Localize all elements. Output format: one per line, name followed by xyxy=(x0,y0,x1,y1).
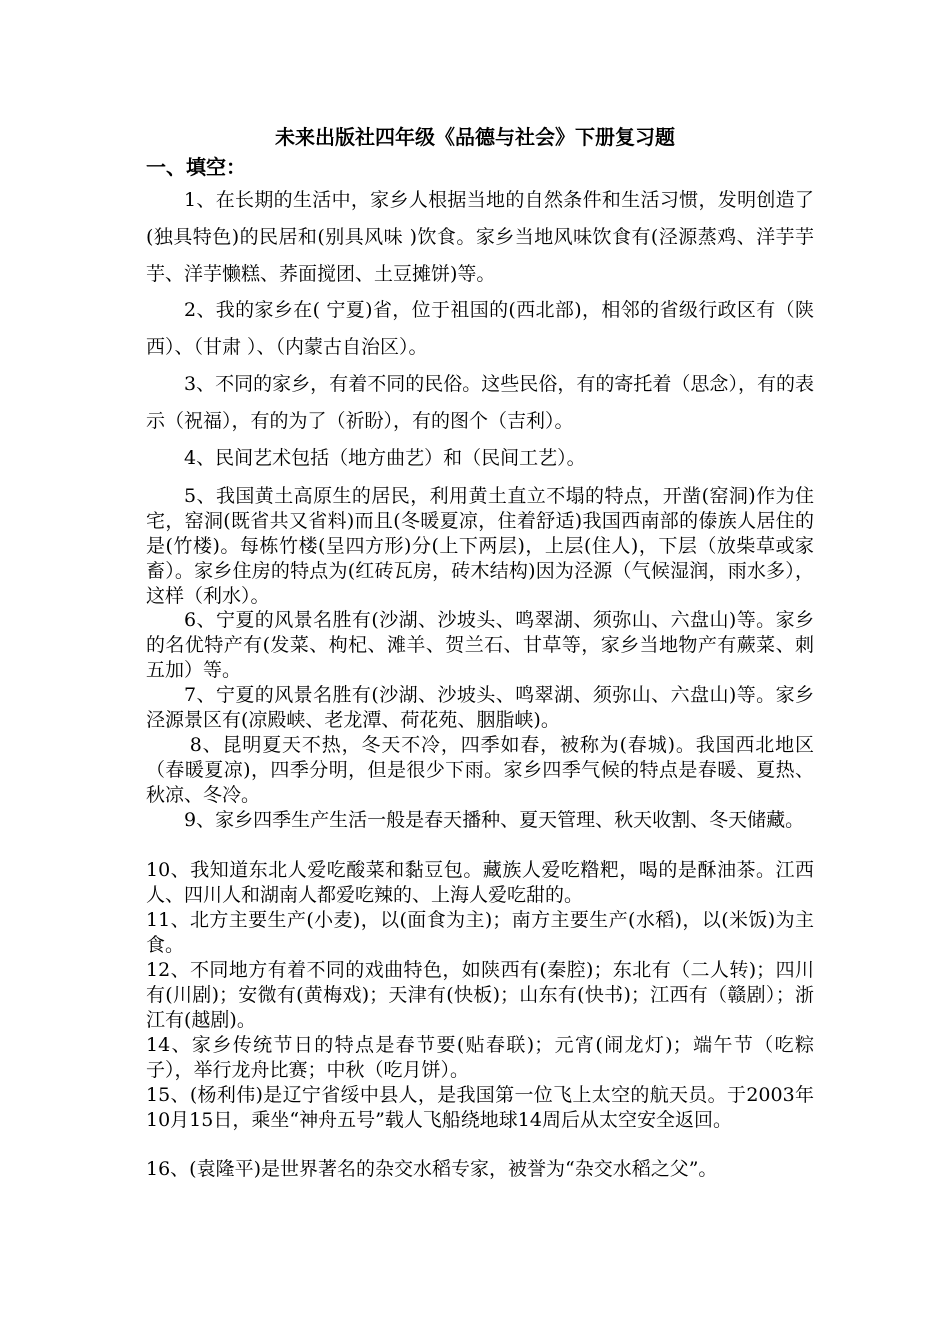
question-text: 3、不同的家乡，有着不同的民俗。这些民俗，有的寄托着（思念），有的表示（祝福），有的为了（祈盼），有的图个（吉利）。 xyxy=(146,373,814,432)
question-9 xyxy=(146,808,814,833)
question-8 xyxy=(146,733,814,808)
question-text: 5、我国黄土高原生的居民，利用黄土直立不塌的特点，开凿(窑洞)作为住宅，窑洞(既省共又省料)而且(冬暖夏凉，住着舒适)我国西南部的傣族人居住的是(竹楼)。每栋竹楼(呈四方形)分(上下两层)，上层(住人)，下层（放柴草或家畜）。家乡住房的特点为(红砖瓦房，砖木结构)因为泾源（气候湿润，雨水多），这样（利水）。 xyxy=(146,485,814,607)
question-5 xyxy=(146,484,814,609)
section-heading: 一、填空： xyxy=(146,155,246,179)
question-1 xyxy=(146,182,814,293)
question-text: 8、昆明夏天不热，冬天不冷，四季如春，被称为(春城)。我国西北地区（春暖夏凉)，四季分明，但是很少下雨。家乡四季气候的特点是春暖、夏热、秋凉、冬冷。 xyxy=(146,734,814,806)
question-text: 14、家乡传统节日的特点是春节要(贴春联)；元宵(闹龙灯)；端午节（吃粽子），举行龙舟比赛；中秋（吃月饼）。 xyxy=(146,1034,814,1081)
question-4 xyxy=(146,440,814,477)
question-6 xyxy=(146,608,814,683)
question-text: 10、我知道东北人爱吃酸菜和黏豆包。藏族人爱吃糌粑，喝的是酥油茶。江西人、四川人和湖南人都爱吃辣的、上海人爱吃甜的。 xyxy=(146,859,814,906)
question-10 xyxy=(146,858,814,908)
question-text: 11、北方主要生产(小麦)，以(面食为主)；南方主要生产(水稻)，以(米饭)为主食。 xyxy=(146,909,814,956)
question-11 xyxy=(146,908,814,958)
question-text: 16、(袁隆平)是世界著名的杂交水稻专家，被誉为“杂交水稻之父”。 xyxy=(146,1158,718,1180)
question-text: 4、民间艺术包括（地方曲艺）和（民间工艺）。 xyxy=(184,447,586,469)
question-text: 7、宁夏的风景名胜有(沙湖、沙坡头、鸣翠湖、须弥山、六盘山)等。家乡泾源景区有(凉殿峡、老龙潭、荷花苑、胭脂峡)。 xyxy=(146,684,814,731)
question-2 xyxy=(146,292,814,366)
question-text: 9、家乡四季生产生活一般是春天播种、夏天管理、秋天收割、冬天储藏。 xyxy=(184,809,805,831)
document-title: 未来出版社四年级《品德与社会》下册复习题 xyxy=(275,125,675,149)
question-16 xyxy=(146,1157,814,1182)
question-text: 1、在长期的生活中，家乡人根据当地的自然条件和生活习惯，发明创造了(独具特色)的民居和(别具风味 )饮食。家乡当地风味饮食有(泾源蒸鸡、洋芋芋芋、洋芋懒糕、荞面搅团、土豆摊饼)等。 xyxy=(146,189,814,285)
question-text: 12、不同地方有着不同的戏曲特色，如陕西有(秦腔)；东北有（二人转)；四川有(川剧)；安微有(黄梅戏)；天津有(快板)；山东有(快书)；江西有（赣剧）；浙江有(越剧)。 xyxy=(146,959,814,1031)
question-3 xyxy=(146,366,814,440)
question-text: 2、我的家乡在( 宁夏)省，位于祖国的(西北部)，相邻的省级行政区有（陕西）、（甘肃 ）、（内蒙古自治区）。 xyxy=(146,299,814,358)
question-15 xyxy=(146,1083,814,1133)
question-14 xyxy=(146,1033,814,1083)
question-text: 6、宁夏的风景名胜有(沙湖、沙坡头、鸣翠湖、须弥山、六盘山)等。家乡的名优特产有(发菜、枸杞、滩羊、贺兰石、甘草等，家乡当地物产有蕨菜、刺五加）等。 xyxy=(146,609,814,681)
question-7 xyxy=(146,683,814,733)
question-12 xyxy=(146,958,814,1033)
question-text: 15、(杨利伟)是辽宁省绥中县人，是我国第一位飞上太空的航天员。于2003年10月15日，乘坐“神舟五号”载人飞船绕地球14周后从太空安全返回。 xyxy=(146,1084,814,1131)
